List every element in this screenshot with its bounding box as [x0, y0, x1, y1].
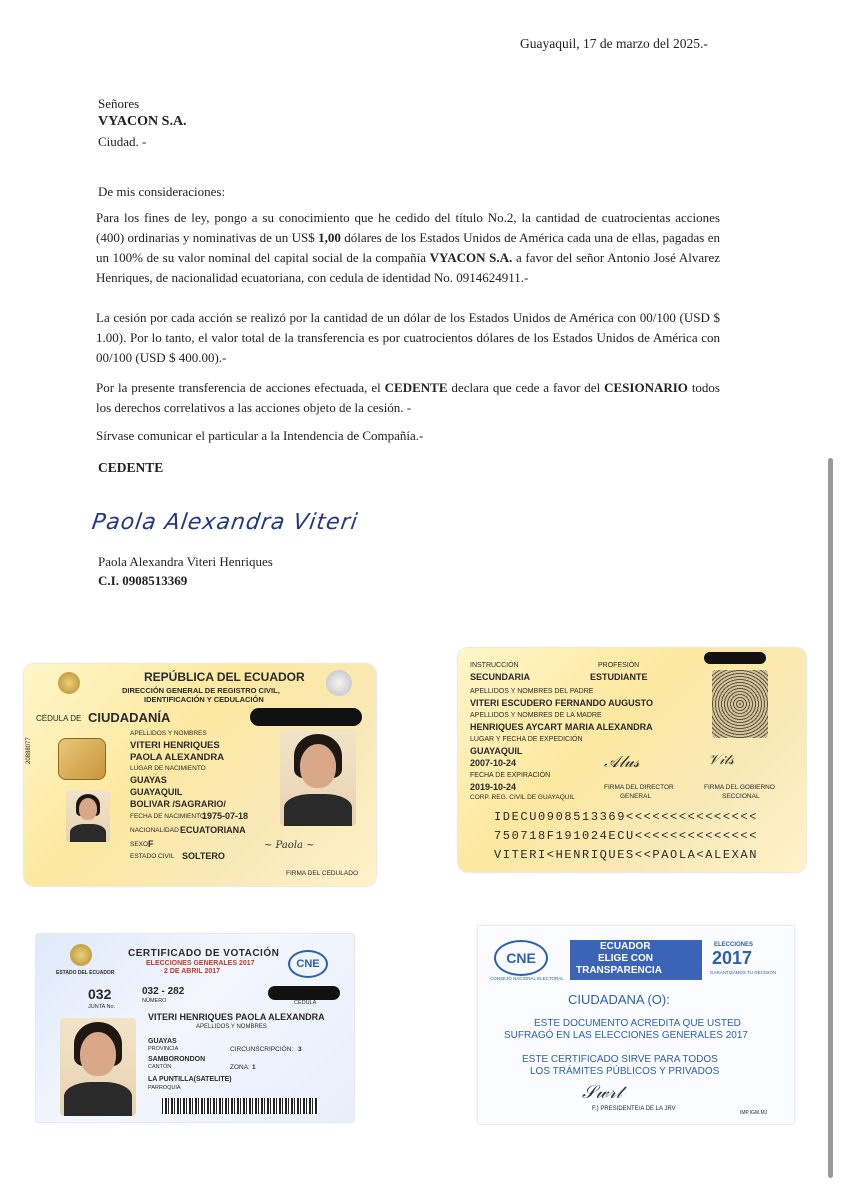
birthplace-parish: BOLIVAR /SAGRARIO/ [130, 799, 226, 809]
registro-civil-logo-icon [326, 670, 352, 696]
certificate-number: 032 - 282 [142, 986, 185, 997]
signer-name: Paola Alexandra Viteri Henriques [98, 554, 273, 569]
fingerprint-icon [712, 670, 768, 738]
province-label: PROVINCIA [148, 1046, 179, 1052]
father-label: APELLIDOS Y NOMBRES DEL PADRE [470, 688, 594, 695]
issue-place: GUAYAQUIL [470, 746, 523, 756]
id-card-front [24, 664, 376, 886]
cardholder-signature-icon: ~ Paola ~ [264, 840, 315, 851]
signature-label: FIRMA DEL CEDULADO [286, 870, 358, 877]
voter-name-label: APELLIDOS Y NOMBRES [196, 1024, 267, 1030]
expiration-label: FECHA DE EXPIRACIÓN [470, 772, 551, 779]
voter-name: VITERI HENRIQUES PAOLA ALEXANDRA [148, 1012, 325, 1022]
paragraph-transfer [96, 208, 720, 288]
ecuador-seal-icon [58, 672, 80, 694]
director-label-2: GENERAL [620, 793, 652, 800]
mother-label: APELLIDOS Y NOMBRES DE LA MADRE [470, 712, 602, 719]
addressee-company: VYACON S.A. [98, 114, 187, 129]
cne-logo-icon: CNE [288, 950, 328, 978]
parish-value: LA PUNTILLA(SATELITE) [148, 1076, 232, 1083]
banner-line-2: ELIGE CON [598, 953, 654, 964]
card-type-prefix: CÉDULA DE [36, 714, 82, 723]
canton-value: SAMBORONDON [148, 1056, 206, 1063]
agency-line-2: IDENTIFICACIÓN Y CEDULACIÓN [144, 695, 264, 704]
p1-company: VYACON S.A. [429, 250, 513, 265]
number-label: NÚMERO [142, 998, 167, 1004]
office-name: CORP. REG. CIVIL DE GUAYAQUIL [470, 794, 575, 801]
agency-line-1: DIRECCIÓN GENERAL DE REGISTRO CIVIL, [122, 686, 280, 695]
mrz-line-2: 750718F191024ECU<<<<<<<<<<<<<< [494, 829, 759, 843]
p3-text-a: Por la presente transferencia de acciones efectuada, el [96, 380, 385, 395]
p1-text-b: dólares de los Estados Unidos de América cada una de ellas, pagadas en un 100% de su valor nominal del capital social de la compañía [96, 230, 720, 265]
cedula-label: CÉDULA [294, 1000, 317, 1006]
mrz-line-1: IDECU0908513369<<<<<<<<<<<<<<< [494, 810, 759, 824]
mother-value: HENRIQUES AYCART MARIA ALEXANDRA [470, 722, 653, 732]
paragraph-rights [96, 378, 720, 418]
valid-line-1: ESTE CERTIFICADO SIRVE PARA TODOS [522, 1054, 718, 1065]
small-portrait [66, 790, 110, 842]
addressee-city: Ciudad. - [98, 134, 147, 149]
voting-certificate [36, 934, 354, 1122]
republic-title: REPÚBLICA DEL ECUADOR [144, 670, 305, 684]
id-card-back [458, 648, 806, 872]
province-value: GUAYAS [148, 1038, 177, 1045]
state-label: ESTADO DEL ECUADOR [56, 970, 115, 976]
election-year: 2017 [712, 948, 753, 968]
circumscription-label: CIRCUNSCRIPCIÓN: [230, 1046, 294, 1053]
accredit-line-1: ESTE DOCUMENTO ACREDITA QUE USTED [534, 1018, 741, 1029]
portrait-photo [280, 730, 356, 826]
zone-value: 1 [252, 1064, 256, 1071]
voting-certificate-back [478, 926, 794, 1124]
cne-subtitle: CONSEJO NACIONAL ELECTORAL [490, 976, 564, 981]
governor-signature-icon: 𝒱𝒾𝓉𝓈 [708, 752, 735, 768]
letter-date: Guayaquil, 17 de marzo del 2025.- [520, 36, 708, 51]
signer-role: CEDENTE [98, 460, 164, 475]
issue-label: LUGAR Y FECHA DE EXPEDICIÓN [470, 736, 583, 743]
names-label: APELLIDOS Y NOMBRES [130, 730, 207, 737]
president-label: F.) PRESIDENTE/A DE LA JRV [592, 1106, 676, 1112]
dob-value: 1975-07-18 [202, 811, 249, 821]
civil-status-label: ESTADO CIVIL [130, 853, 175, 860]
redaction-bar [250, 708, 362, 726]
parish-label: PARROQUIA [148, 1085, 181, 1091]
mrz-line-3: VITERI<HENRIQUES<<PAOLA<ALEXAN [494, 848, 759, 862]
citizen-heading: CIUDADANA (O): [568, 992, 670, 1007]
canton-label: CANTÓN [148, 1064, 172, 1070]
instruction-label: INSTRUCCIÓN [470, 662, 519, 669]
voter-portrait [60, 1018, 136, 1116]
barcode [162, 1098, 318, 1114]
guarantee-text: GARANTIZAMOS TU DECISIÓN [710, 970, 777, 975]
p1-text-a: Para los fines de ley, pongo a su conocimiento que he cedido del título No.2, la cantidad de cuatrocientas acciones (400) ordinarias y nominativas de un US$ [96, 210, 720, 245]
father-value: VITERI ESCUDERO FERNANDO AUGUSTO [470, 698, 654, 708]
profession-label: PROFESIÓN [598, 662, 640, 669]
elections-name: ELECCIONES GENERALES 2017 [146, 960, 255, 967]
birthplace-label: LUGAR DE NACIMIENTO [130, 765, 206, 772]
civil-status-value: SOLTERO [182, 851, 225, 861]
governor-label-2: SECCIONAL [722, 793, 760, 800]
imprint-code: IMP.IGM.MJ [740, 1110, 768, 1116]
nationality-label: NACIONALIDAD [130, 827, 179, 834]
valid-line-2: LOS TRÁMITES PÚBLICOS Y PRIVADOS [530, 1066, 720, 1077]
salutation: Señores [98, 96, 140, 111]
p3-cedente: CEDENTE [384, 380, 448, 395]
instruction-value: SECUNDARIA [470, 672, 531, 682]
cne-logo-icon: CNE [494, 940, 548, 976]
circumscription-value: 3 [298, 1046, 302, 1053]
director-label-1: FIRMA DEL DIRECTOR [604, 784, 674, 791]
card-side-number: 20888077 [26, 737, 32, 764]
profession-value: ESTUDIANTE [590, 672, 648, 682]
banner-line-1: ECUADOR [600, 941, 651, 952]
paragraph-request: Sírvase comunicar el particular a la Intendencia de Compañía.- [96, 428, 424, 443]
birthplace-city: GUAYAQUIL [130, 787, 183, 797]
p3-text-c: todos los derechos correlativos a las acciones objeto de la cesión. - [96, 380, 720, 415]
expiration-date: 2019-10-24 [470, 782, 517, 792]
president-signature-icon: 𝒮𝓌𝓇𝓉 [582, 1082, 623, 1103]
sex-value: F [148, 839, 154, 849]
zone-label: ZONA: [230, 1064, 250, 1071]
ecuador-seal-icon [70, 944, 92, 966]
junta-number: 032 [88, 986, 112, 1002]
card-type: CIUDADANÍA [88, 710, 171, 725]
junta-label: JUNTA No. [88, 1004, 116, 1010]
p3-cesionario: CESIONARIO [604, 380, 688, 395]
redaction-bar [268, 986, 340, 1000]
nationality-value: ECUATORIANA [180, 825, 246, 835]
banner-line-3: TRANSPARENCIA [576, 965, 662, 976]
surnames: VITERI HENRIQUES [130, 740, 220, 751]
redaction-bar [704, 652, 766, 664]
signer-id: C.I. 0908513369 [98, 573, 188, 588]
governor-label-1: FIRMA DEL GOBIERNO [704, 784, 775, 791]
p1-amount: 1,00 [318, 230, 341, 245]
vertical-scrollbar[interactable] [828, 458, 833, 1178]
given-names: PAOLA ALEXANDRA [130, 752, 225, 763]
director-signature-icon: 𝒜𝓁𝓊𝓈 [604, 752, 640, 771]
chip-icon [58, 738, 106, 780]
dob-label: FECHA DE NACIMIENTO [130, 813, 206, 820]
greeting: De mis consideraciones: [98, 184, 226, 199]
paragraph-price: La cesión por cada acción se realizó por la cantidad de un dólar de los Estados Unidos de América con 00/100 (USD $ 1.00). Por lo tanto, el valor total de la transferencia es por cuatrocientos dólares de los Estados Unidos de América con 00/100 (USD $ 400.00).- [96, 310, 720, 365]
election-date: 2 DE ABRIL 2017 [164, 968, 221, 975]
p1-text-c: a favor del señor Antonio José Alvarez Henriques, de nacionalidad ecuatoriana, con cedula de identidad No. 0914624911.- [96, 250, 720, 285]
elecciones-label: ELECCIONES [714, 942, 754, 948]
issue-date: 2007-10-24 [470, 758, 517, 768]
transparency-banner [570, 940, 702, 980]
accredit-line-2: SUFRAGÓ EN LAS ELECCIONES GENERALES 2017 [504, 1030, 748, 1041]
p3-text-b: declara que cede a favor del [447, 380, 605, 395]
birthplace-province: GUAYAS [130, 775, 167, 785]
sex-label: SEXO [130, 841, 149, 848]
certificate-title: CERTIFICADO DE VOTACIÓN [128, 948, 280, 959]
handwritten-signature: Paola Alexandra Viteri [90, 510, 360, 535]
